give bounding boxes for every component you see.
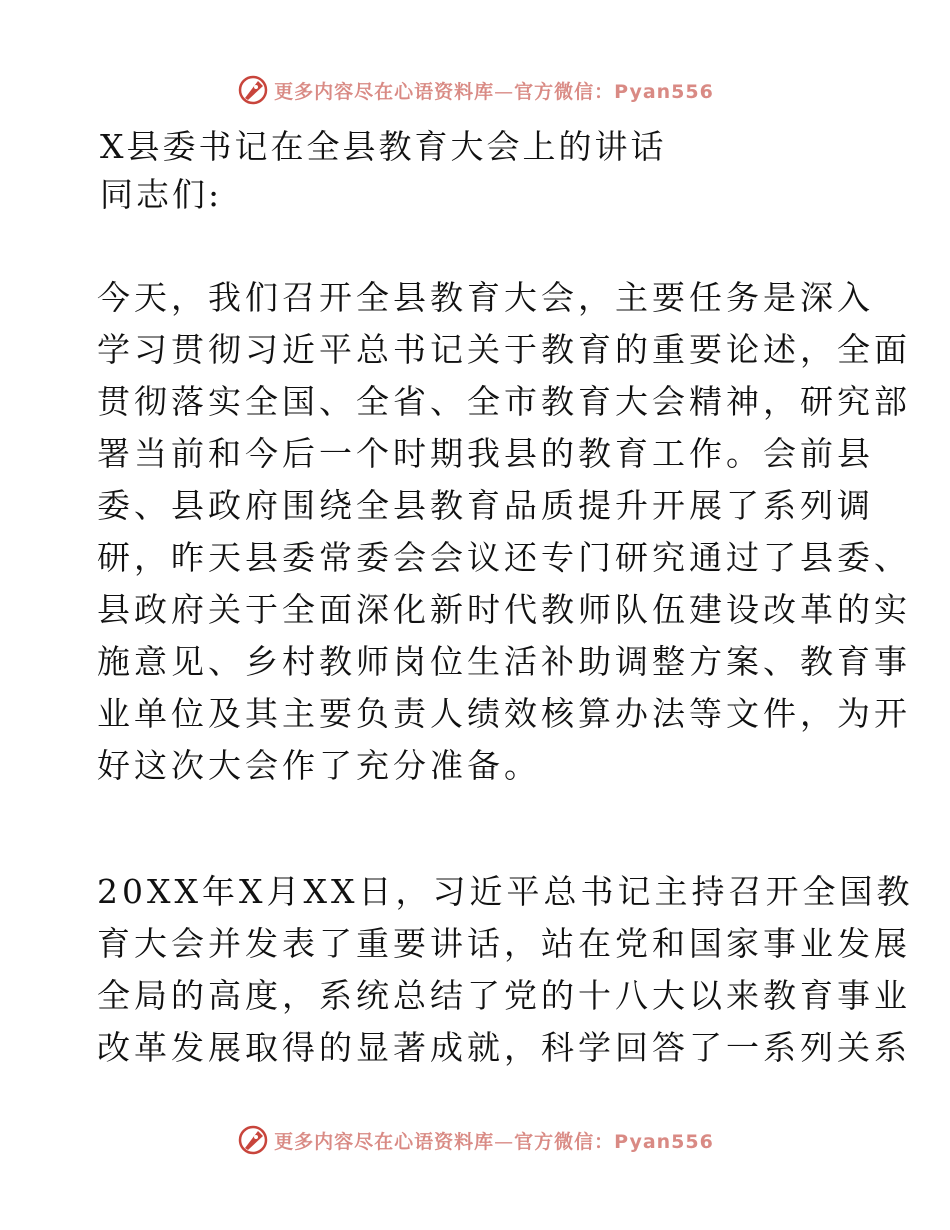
paragraph-line: 县政府关于全面深化新时代教师队伍建设改革的实: [97, 590, 911, 629]
paragraph-1: [97, 272, 911, 792]
watermark-library-text: 更多内容尽在心语资料库: [274, 80, 495, 103]
watermark-library-text: 更多内容尽在心语资料库: [274, 1130, 495, 1153]
watermark-separator: —: [494, 80, 515, 103]
watermark-contact-text: 官方微信：Pyan556: [514, 80, 714, 103]
document-salutation: 同志们:: [100, 175, 223, 214]
paragraph-line: 今天，我们召开全县教育大会，主要任务是深入: [97, 278, 874, 317]
paragraph-line: 署当前和今后一个时期我县的教育工作。会前县: [97, 434, 874, 473]
pen-nib-logo-icon: [236, 73, 270, 107]
document-title: X县委书记在全县教育大会上的讲话: [100, 127, 667, 166]
watermark-banner-top: [0, 70, 950, 110]
paragraph-line: 育大会并发表了重要讲话，站在党和国家事业发展: [97, 924, 911, 963]
paragraph-line: 好这次大会作了充分准备。: [97, 746, 541, 785]
paragraph-line: 施意见、乡村教师岗位生活补助调整方案、教育事: [97, 642, 911, 681]
watermark-contact-text: 官方微信：Pyan556: [514, 1130, 714, 1153]
paragraph-line: 委、县政府围绕全县教育品质提升开展了系列调: [97, 486, 874, 525]
paragraph-line: 20XX年X月XX日，习近平总书记主持召开全国教: [97, 872, 914, 911]
watermark-text: [274, 77, 714, 104]
pen-nib-logo-icon: [236, 1123, 270, 1157]
paragraph-2: [97, 866, 913, 1074]
paragraph-line: 贯彻落实全国、全省、全市教育大会精神，研究部: [97, 382, 911, 421]
paragraph-line: 业单位及其主要负责人绩效核算办法等文件，为开: [97, 694, 911, 733]
watermark-separator: —: [494, 1130, 515, 1153]
watermark-text: [274, 1127, 714, 1154]
watermark-banner-bottom: [0, 1120, 950, 1160]
paragraph-line: 学习贯彻习近平总书记关于教育的重要论述，全面: [97, 330, 911, 369]
paragraph-line: 改革发展取得的显著成就，科学回答了一系列关系: [97, 1028, 911, 1067]
paragraph-line: 全局的高度，系统总结了党的十八大以来教育事业: [97, 976, 911, 1015]
paragraph-line: 研，昨天县委常委会会议还专门研究通过了县委、: [97, 538, 911, 577]
